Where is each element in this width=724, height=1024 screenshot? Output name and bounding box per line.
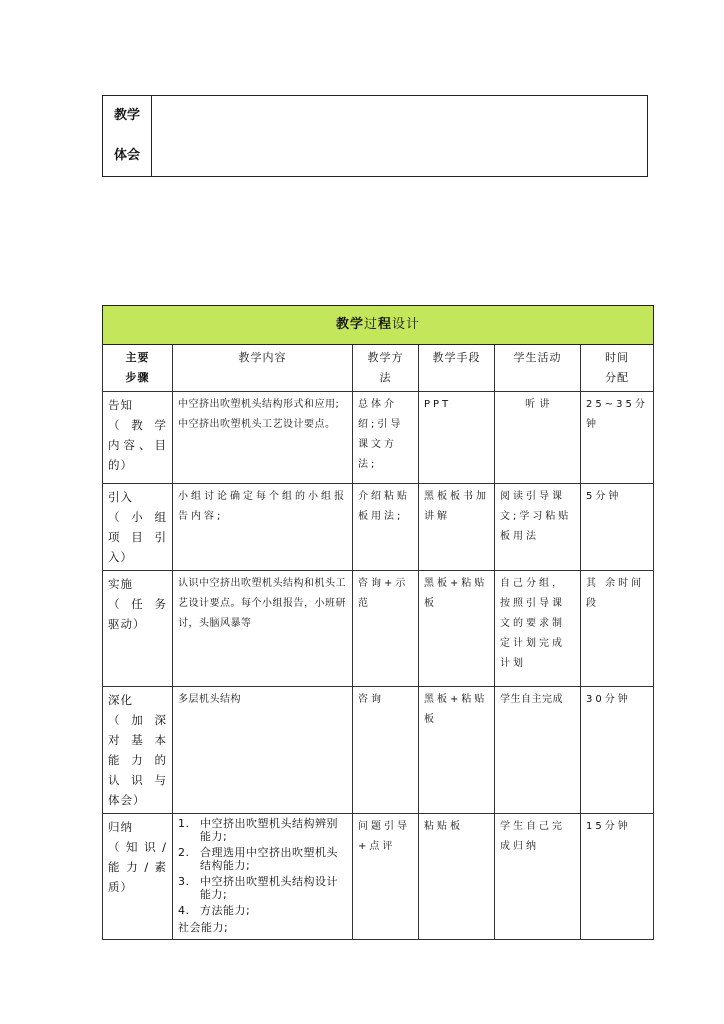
time-cell: 15分钟 [581,814,654,940]
time-cell: 25~35分钟 [581,392,654,484]
means-cell: 粘贴板 [419,814,495,940]
header-content: 教学内容 [173,345,353,392]
list-item: 3. 中空挤出吹塑机头结构设计能力; [178,875,338,901]
table-title: 教学过程设计 [103,306,654,345]
means-cell: 黑板+粘贴板 [419,571,495,687]
reflection-label-line2: 体会 [113,148,140,163]
content-cell: 认识中空挤出吹塑机头结构和机头工艺设计要点。每个小组报告，小班研讨，头脑风暴等 [173,571,353,687]
table-row [103,814,654,940]
time-cell: 其 余时间段 [581,571,654,687]
means-cell: 黑板板书加讲解 [419,484,495,571]
method-cell: 介绍粘贴板用法; [353,484,419,571]
content-cell: 小组讨论确定每个组的小组报告内容; [173,484,353,571]
list-item: 2. 合理选用中空挤出吹塑机头结构能力; [178,846,338,872]
teaching-process-table [102,305,654,940]
step-cell: 归纳 （ 知 识 / 能 力 / 素 质） [103,814,173,940]
header-activity: 学生活动 [495,345,581,392]
content-cell: 中空挤出吹塑机头结构形式和应用;中空挤出吹塑机头工艺设计要点。 [173,392,353,484]
method-cell: 咨询 [353,687,419,814]
content-cell [173,814,353,940]
table-row [103,484,654,571]
list-item: 4. 方法能力; [178,904,251,917]
time-cell: 5分钟 [581,484,654,571]
table-header-row [103,345,654,392]
step-cell: 实施 （ 任 务 驱动） [103,571,173,687]
method-cell: 总体介绍;引导课文方法; [353,392,419,484]
list-tail: 社会能力; [178,921,229,934]
table-row [103,687,654,814]
reflection-content [152,96,648,177]
means-cell: PPT [419,392,495,484]
list-item: 1. 中空挤出吹塑机头结构辨别能力; [178,817,338,843]
header-time: 时间 分配 [581,345,654,392]
header-method: 教学方 法 [353,345,419,392]
activity-cell: 自己分组，按照引导课文的要求制定计划完成计划 [495,571,581,687]
step-cell: 告知 （ 教 学 内容、目 的） [103,392,173,484]
activity-cell: 阅读引导课文;学习粘贴板用法 [495,484,581,571]
table-row [103,392,654,484]
activity-cell: 学生自主完成 [495,687,581,814]
header-step: 主要 步骤 [103,345,173,392]
reflection-label-line1: 教学 [113,108,140,123]
ability-list [178,817,347,917]
time-cell: 30分钟 [581,687,654,814]
step-cell: 引入 （ 小 组 项 目 引 入） [103,484,173,571]
activity-cell: 听 讲 [495,392,581,484]
teaching-reflection-table [102,95,648,177]
table-row [103,571,654,687]
method-cell: 咨询+示范 [353,571,419,687]
means-cell: 黑板+粘贴板 [419,687,495,814]
content-cell: 多层机头结构 [173,687,353,814]
method-cell: 问题引导+点评 [353,814,419,940]
reflection-label [103,96,152,177]
activity-cell: 学生自己完成归纳 [495,814,581,940]
step-cell: 深化 （ 加 深 对 基 本 能 力 的 认 识 与 体会） [103,687,173,814]
header-means: 教学手段 [419,345,495,392]
table-title-row [103,306,654,345]
